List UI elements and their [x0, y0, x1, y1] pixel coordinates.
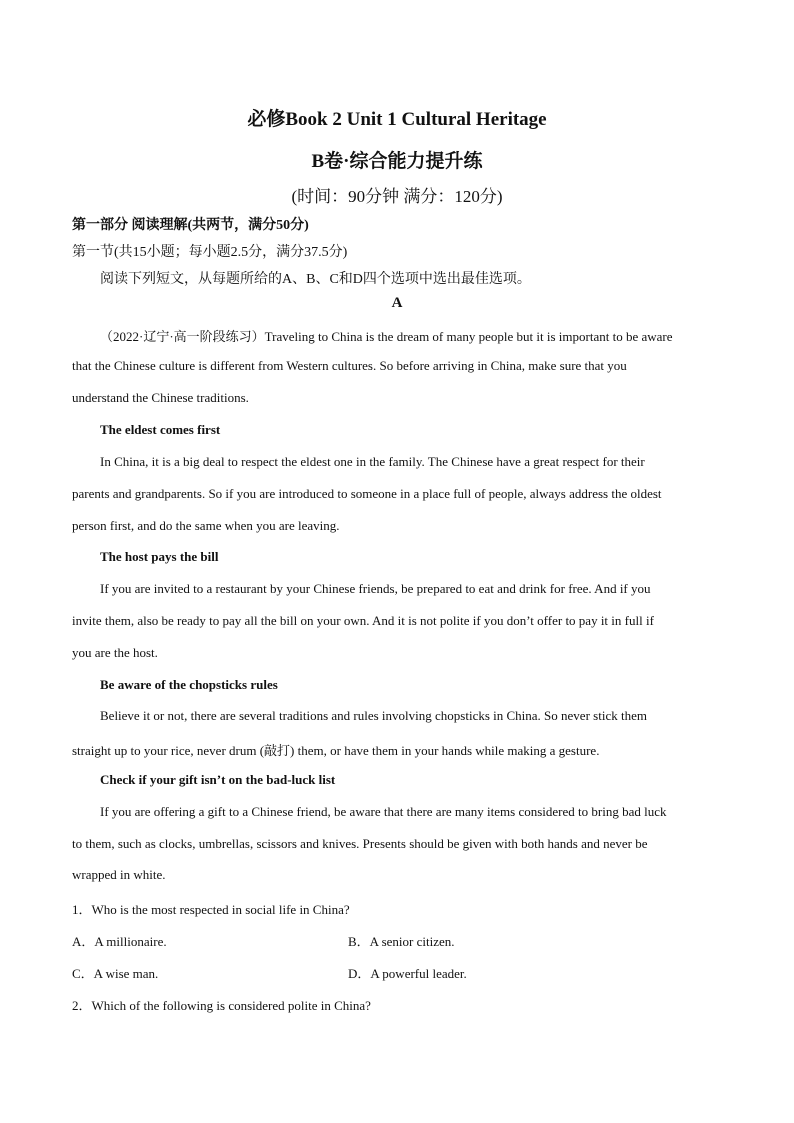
passage-line: In China, it is a big deal to respect the eldest one in the family. The Chinese have a great respect for their	[100, 454, 645, 469]
document-title: 必修Book 2 Unit 1 Cultural Heritage	[247, 109, 547, 130]
answer-option[interactable]: D．A powerful leader.	[348, 966, 467, 981]
question-stem: 2．Which of the following is considered polite in China?	[72, 998, 371, 1013]
section-heading: Check if your gift isn’t on the bad-luck list	[100, 772, 336, 787]
passage-line: straight up to your rice, never drum (敲打) them, or have them in your hands while making a gesture.	[72, 743, 600, 758]
passage-line: wrapped in white.	[72, 867, 166, 882]
passage-line: that the Chinese culture is different from Western cultures. So before arriving in China, make sure that you	[72, 358, 627, 373]
passage-line: parents and grandparents. So if you are introduced to someone in a place full of people, always address the oldest	[72, 486, 662, 501]
time-score-info: (时间：90分钟 满分：120分)	[291, 187, 503, 206]
passage-line: invite them, also be ready to pay all the bill on your own. And it is not polite if you don’t offer to pay it in full if	[72, 613, 654, 628]
passage-line: （2022·辽宁·高一阶段练习）Traveling to China is the dream of many people but it is important to be aware	[100, 329, 673, 344]
instruction-text: 阅读下列短文，从每题所给的A、B、C和D四个选项中选出最佳选项。	[100, 272, 531, 287]
part-heading: 第一部分 阅读理解(共两节，满分50分)	[72, 218, 309, 233]
section-heading: Be aware of the chopsticks rules	[100, 677, 278, 692]
section-heading: The eldest comes first	[100, 422, 221, 437]
passage-line: If you are offering a gift to a Chinese friend, be aware that there are many items considered to bring bad luck	[100, 804, 667, 819]
passage-line: understand the Chinese traditions.	[72, 390, 249, 405]
passage-line: you are the host.	[72, 645, 158, 660]
document-subtitle: B卷·综合能力提升练	[311, 151, 483, 172]
passage-line: person first, and do the same when you are leaving.	[72, 518, 340, 533]
question-stem: 1．Who is the most respected in social life in China?	[72, 902, 350, 917]
answer-option[interactable]: C．A wise man.	[72, 966, 159, 981]
passage-line: Believe it or not, there are several traditions and rules involving chopsticks in China. So never stick them	[100, 708, 647, 723]
section-info: 第一节(共15小题；每小题2.5分，满分37.5分)	[72, 245, 348, 260]
answer-option[interactable]: B．A senior citizen.	[348, 934, 455, 949]
answer-option[interactable]: A．A millionaire.	[72, 934, 167, 949]
passage-line: to them, such as clocks, umbrellas, scissors and knives. Presents should be given with both hands and never be	[72, 836, 648, 851]
section-heading: The host pays the bill	[100, 549, 219, 564]
passage-line: If you are invited to a restaurant by your Chinese friends, be prepared to eat and drink for free. And if you	[100, 581, 651, 596]
passage-label: A	[391, 295, 403, 311]
